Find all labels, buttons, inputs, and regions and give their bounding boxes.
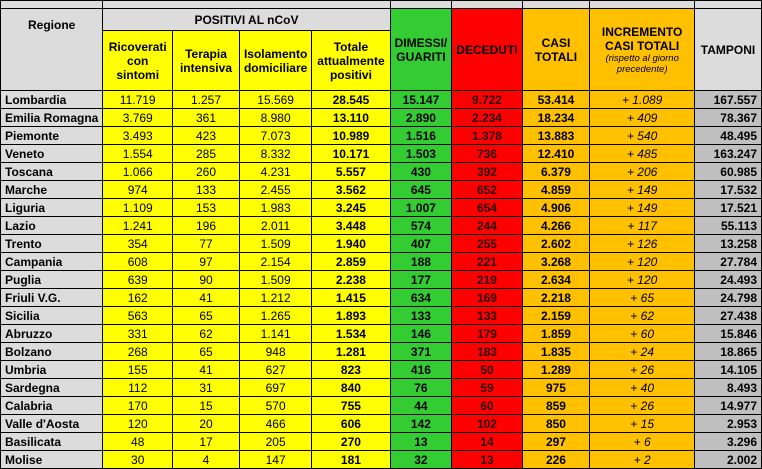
cell-deceduti: 60 <box>452 397 522 415</box>
table-row <box>1 433 762 451</box>
cell-deceduti: 221 <box>452 253 522 271</box>
table-row <box>1 163 762 181</box>
cell-incremento: + 149 <box>590 199 695 217</box>
cell-deceduti: 9.722 <box>452 91 522 109</box>
header-dimessi: DIMESSI/ GUARITI <box>390 9 452 91</box>
cell-totale-positivi: 10.989 <box>312 127 390 145</box>
table-row <box>1 415 762 433</box>
cell-deceduti: 244 <box>452 217 522 235</box>
cell-totale-positivi: 1.281 <box>312 343 390 361</box>
cell-isolamento: 2.455 <box>239 181 311 199</box>
cell-dimessi: 2.890 <box>390 109 452 127</box>
cell-terapia: 153 <box>173 199 240 217</box>
cell-dimessi: 634 <box>390 289 452 307</box>
cell-incremento: + 24 <box>590 343 695 361</box>
cell-incremento: + 120 <box>590 271 695 289</box>
cell-incremento: + 62 <box>590 307 695 325</box>
cell-deceduti: 392 <box>452 163 522 181</box>
cell-tamponi: 167.557 <box>695 91 762 109</box>
cell-casi-totali: 3.268 <box>522 253 590 271</box>
cell-terapia: 62 <box>173 325 240 343</box>
cell-incremento: + 409 <box>590 109 695 127</box>
cell-tamponi: 2.002 <box>695 451 762 469</box>
cell-tamponi: 8.493 <box>695 379 762 397</box>
header-isolamento: Isolamento domiciliare <box>239 31 311 91</box>
cell-incremento: + 540 <box>590 127 695 145</box>
cell-totale-positivi: 755 <box>312 397 390 415</box>
cell-casi-totali: 859 <box>522 397 590 415</box>
top-strip-cell <box>452 1 522 9</box>
cell-totale-positivi: 1.415 <box>312 289 390 307</box>
table-row <box>1 253 762 271</box>
cell-casi-totali: 975 <box>522 379 590 397</box>
cell-totale-positivi: 823 <box>312 361 390 379</box>
table-row <box>1 361 762 379</box>
cell-isolamento: 147 <box>239 451 311 469</box>
cell-terapia: 196 <box>173 217 240 235</box>
table-body <box>1 91 762 469</box>
cell-tamponi: 13.258 <box>695 235 762 253</box>
cell-terapia: 97 <box>173 253 240 271</box>
table-row <box>1 397 762 415</box>
cell-isolamento: 1.509 <box>239 235 311 253</box>
cell-totale-positivi: 2.859 <box>312 253 390 271</box>
table-row <box>1 199 762 217</box>
cell-totale-positivi: 840 <box>312 379 390 397</box>
cell-totale-positivi: 270 <box>312 433 390 451</box>
cell-dimessi: 645 <box>390 181 452 199</box>
cell-terapia: 31 <box>173 379 240 397</box>
cell-ricoverati: 354 <box>103 235 173 253</box>
cell-incremento: + 2 <box>590 451 695 469</box>
cell-isolamento: 4.231 <box>239 163 311 181</box>
table-row <box>1 307 762 325</box>
cell-regione: Emilia Romagna <box>1 109 103 127</box>
top-strip-cell <box>590 1 695 9</box>
table-row <box>1 181 762 199</box>
cell-incremento: + 60 <box>590 325 695 343</box>
cell-isolamento: 570 <box>239 397 311 415</box>
cell-regione: Lombardia <box>1 91 103 109</box>
cell-casi-totali: 1.289 <box>522 361 590 379</box>
cell-casi-totali: 297 <box>522 433 590 451</box>
cell-ricoverati: 563 <box>103 307 173 325</box>
header-ricoverati: Ricoverati con sintomi <box>103 31 173 91</box>
cell-totale-positivi: 3.562 <box>312 181 390 199</box>
cell-deceduti: 255 <box>452 235 522 253</box>
cell-incremento: + 65 <box>590 289 695 307</box>
cell-isolamento: 1.509 <box>239 271 311 289</box>
table-row <box>1 127 762 145</box>
cell-isolamento: 8.980 <box>239 109 311 127</box>
cell-totale-positivi: 10.171 <box>312 145 390 163</box>
cell-isolamento: 1.265 <box>239 307 311 325</box>
cell-ricoverati: 170 <box>103 397 173 415</box>
cell-deceduti: 652 <box>452 181 522 199</box>
table-row <box>1 325 762 343</box>
cell-casi-totali: 2.634 <box>522 271 590 289</box>
cell-casi-totali: 850 <box>522 415 590 433</box>
cell-casi-totali: 13.883 <box>522 127 590 145</box>
cell-regione: Piemonte <box>1 127 103 145</box>
cell-ricoverati: 162 <box>103 289 173 307</box>
cell-ricoverati: 11.719 <box>103 91 173 109</box>
cell-totale-positivi: 1.893 <box>312 307 390 325</box>
top-strip-cell <box>1 1 103 9</box>
cell-casi-totali: 53.414 <box>522 91 590 109</box>
cell-terapia: 285 <box>173 145 240 163</box>
cell-incremento: + 117 <box>590 217 695 235</box>
cell-tamponi: 24.798 <box>695 289 762 307</box>
cell-terapia: 1.257 <box>173 91 240 109</box>
cell-totale-positivi: 1.534 <box>312 325 390 343</box>
cell-totale-positivi: 5.557 <box>312 163 390 181</box>
cell-deceduti: 14 <box>452 433 522 451</box>
cell-tamponi: 78.367 <box>695 109 762 127</box>
cell-regione: Sardegna <box>1 379 103 397</box>
cell-deceduti: 183 <box>452 343 522 361</box>
cell-incremento: + 40 <box>590 379 695 397</box>
header-tamponi: TAMPONI <box>695 9 762 91</box>
cell-ricoverati: 3.769 <box>103 109 173 127</box>
cell-dimessi: 188 <box>390 253 452 271</box>
cell-regione: Sicilia <box>1 307 103 325</box>
cell-regione: Friuli V.G. <box>1 289 103 307</box>
cell-regione: Campania <box>1 253 103 271</box>
header-incremento-note: (rispetto al giorno precedente) <box>605 52 679 75</box>
cell-terapia: 423 <box>173 127 240 145</box>
cell-terapia: 20 <box>173 415 240 433</box>
cell-ricoverati: 974 <box>103 181 173 199</box>
cell-tamponi: 15.846 <box>695 325 762 343</box>
cell-regione: Umbria <box>1 361 103 379</box>
header-casi-totali: CASI TOTALI <box>522 9 590 91</box>
cell-totale-positivi: 1.940 <box>312 235 390 253</box>
top-strip-cell <box>103 1 390 9</box>
cell-terapia: 15 <box>173 397 240 415</box>
cell-dimessi: 15.147 <box>390 91 452 109</box>
header-positivi-group: POSITIVI AL nCoV <box>103 9 390 31</box>
header-terapia: Terapia intensiva <box>173 31 240 91</box>
cell-terapia: 90 <box>173 271 240 289</box>
cell-incremento: + 1.089 <box>590 91 695 109</box>
cell-dimessi: 574 <box>390 217 452 235</box>
cell-ricoverati: 1.109 <box>103 199 173 217</box>
cell-terapia: 77 <box>173 235 240 253</box>
cell-isolamento: 697 <box>239 379 311 397</box>
cell-incremento: + 6 <box>590 433 695 451</box>
cell-dimessi: 32 <box>390 451 452 469</box>
cell-deceduti: 50 <box>452 361 522 379</box>
cell-incremento: + 126 <box>590 235 695 253</box>
cell-ricoverati: 120 <box>103 415 173 433</box>
cell-terapia: 41 <box>173 289 240 307</box>
cell-totale-positivi: 3.245 <box>312 199 390 217</box>
cell-regione: Bolzano <box>1 343 103 361</box>
cell-ricoverati: 30 <box>103 451 173 469</box>
cell-deceduti: 133 <box>452 307 522 325</box>
table-row <box>1 109 762 127</box>
cell-regione: Calabria <box>1 397 103 415</box>
cell-isolamento: 2.154 <box>239 253 311 271</box>
cell-terapia: 41 <box>173 361 240 379</box>
cell-regione: Molise <box>1 451 103 469</box>
cell-tamponi: 3.296 <box>695 433 762 451</box>
table-row <box>1 145 762 163</box>
table-row <box>1 91 762 109</box>
cell-deceduti: 59 <box>452 379 522 397</box>
cell-incremento: + 485 <box>590 145 695 163</box>
header-incremento-label: INCREMENTO CASI TOTALI <box>601 24 683 53</box>
cell-casi-totali: 6.379 <box>522 163 590 181</box>
cell-tamponi: 24.493 <box>695 271 762 289</box>
cell-regione: Puglia <box>1 271 103 289</box>
cell-terapia: 4 <box>173 451 240 469</box>
cell-casi-totali: 2.159 <box>522 307 590 325</box>
cell-totale-positivi: 13.110 <box>312 109 390 127</box>
cell-tamponi: 14.977 <box>695 397 762 415</box>
cell-deceduti: 654 <box>452 199 522 217</box>
cell-regione: Liguria <box>1 199 103 217</box>
cell-incremento: + 26 <box>590 361 695 379</box>
cell-deceduti: 736 <box>452 145 522 163</box>
cell-deceduti: 219 <box>452 271 522 289</box>
cell-dimessi: 430 <box>390 163 452 181</box>
cell-tamponi: 55.113 <box>695 217 762 235</box>
cell-deceduti: 102 <box>452 415 522 433</box>
cell-dimessi: 133 <box>390 307 452 325</box>
cell-regione: Basilicata <box>1 433 103 451</box>
cell-regione: Toscana <box>1 163 103 181</box>
cell-dimessi: 1.503 <box>390 145 452 163</box>
cell-totale-positivi: 606 <box>312 415 390 433</box>
header-regione: Regione <box>1 9 103 91</box>
cell-isolamento: 1.983 <box>239 199 311 217</box>
cell-ricoverati: 608 <box>103 253 173 271</box>
cell-ricoverati: 1.554 <box>103 145 173 163</box>
cell-tamponi: 27.784 <box>695 253 762 271</box>
cell-deceduti: 2.234 <box>452 109 522 127</box>
cell-casi-totali: 1.835 <box>522 343 590 361</box>
cell-tamponi: 17.532 <box>695 181 762 199</box>
cell-isolamento: 8.332 <box>239 145 311 163</box>
cell-ricoverati: 639 <box>103 271 173 289</box>
cell-incremento: + 206 <box>590 163 695 181</box>
cell-ricoverati: 48 <box>103 433 173 451</box>
cell-casi-totali: 1.859 <box>522 325 590 343</box>
cell-isolamento: 1.141 <box>239 325 311 343</box>
cell-isolamento: 1.212 <box>239 289 311 307</box>
cell-casi-totali: 2.602 <box>522 235 590 253</box>
cell-ricoverati: 155 <box>103 361 173 379</box>
cell-terapia: 361 <box>173 109 240 127</box>
cell-dimessi: 142 <box>390 415 452 433</box>
cell-isolamento: 948 <box>239 343 311 361</box>
cell-dimessi: 177 <box>390 271 452 289</box>
cell-regione: Valle d'Aosta <box>1 415 103 433</box>
cell-totale-positivi: 3.448 <box>312 217 390 235</box>
cell-tamponi: 60.985 <box>695 163 762 181</box>
cell-regione: Abruzzo <box>1 325 103 343</box>
cell-totale-positivi: 181 <box>312 451 390 469</box>
table-row <box>1 289 762 307</box>
top-strip-cell <box>522 1 590 9</box>
cell-tamponi: 17.521 <box>695 199 762 217</box>
cell-regione: Veneto <box>1 145 103 163</box>
cell-regione: Marche <box>1 181 103 199</box>
table-row <box>1 217 762 235</box>
cell-casi-totali: 4.859 <box>522 181 590 199</box>
cell-incremento: + 120 <box>590 253 695 271</box>
header-row-1 <box>1 9 762 31</box>
cell-terapia: 65 <box>173 307 240 325</box>
cell-ricoverati: 1.066 <box>103 163 173 181</box>
cell-terapia: 133 <box>173 181 240 199</box>
cell-isolamento: 7.073 <box>239 127 311 145</box>
top-strip-cell <box>390 1 452 9</box>
cell-dimessi: 44 <box>390 397 452 415</box>
top-strip-cell <box>695 1 762 9</box>
cell-deceduti: 179 <box>452 325 522 343</box>
cell-casi-totali: 4.266 <box>522 217 590 235</box>
cell-ricoverati: 268 <box>103 343 173 361</box>
top-strip-row <box>1 1 762 9</box>
cell-deceduti: 169 <box>452 289 522 307</box>
cell-dimessi: 76 <box>390 379 452 397</box>
cell-incremento: + 149 <box>590 181 695 199</box>
cell-dimessi: 407 <box>390 235 452 253</box>
cell-totale-positivi: 28.545 <box>312 91 390 109</box>
cell-tamponi: 18.865 <box>695 343 762 361</box>
cell-ricoverati: 1.241 <box>103 217 173 235</box>
cell-ricoverati: 331 <box>103 325 173 343</box>
cell-casi-totali: 226 <box>522 451 590 469</box>
cell-dimessi: 1.516 <box>390 127 452 145</box>
cell-dimessi: 1.007 <box>390 199 452 217</box>
cell-casi-totali: 4.906 <box>522 199 590 217</box>
cell-totale-positivi: 2.238 <box>312 271 390 289</box>
table-row <box>1 379 762 397</box>
cell-terapia: 17 <box>173 433 240 451</box>
cell-casi-totali: 2.218 <box>522 289 590 307</box>
table-row <box>1 343 762 361</box>
table-row <box>1 451 762 469</box>
table-row <box>1 271 762 289</box>
cell-ricoverati: 112 <box>103 379 173 397</box>
cell-dimessi: 371 <box>390 343 452 361</box>
cell-deceduti: 13 <box>452 451 522 469</box>
cell-tamponi: 48.495 <box>695 127 762 145</box>
cell-deceduti: 1.378 <box>452 127 522 145</box>
cell-regione: Lazio <box>1 217 103 235</box>
cell-terapia: 260 <box>173 163 240 181</box>
header-totale-positivi: Totale attualmente positivi <box>312 31 390 91</box>
table-row <box>1 235 762 253</box>
cell-isolamento: 466 <box>239 415 311 433</box>
cell-tamponi: 2.953 <box>695 415 762 433</box>
cell-ricoverati: 3.493 <box>103 127 173 145</box>
cell-casi-totali: 12.410 <box>522 145 590 163</box>
cell-tamponi: 27.438 <box>695 307 762 325</box>
cell-isolamento: 205 <box>239 433 311 451</box>
cell-terapia: 65 <box>173 343 240 361</box>
cell-isolamento: 15.569 <box>239 91 311 109</box>
cell-isolamento: 2.011 <box>239 217 311 235</box>
cell-casi-totali: 18.234 <box>522 109 590 127</box>
cell-dimessi: 146 <box>390 325 452 343</box>
cell-incremento: + 26 <box>590 397 695 415</box>
cell-incremento: + 15 <box>590 415 695 433</box>
cell-isolamento: 627 <box>239 361 311 379</box>
cell-dimessi: 416 <box>390 361 452 379</box>
cell-tamponi: 14.105 <box>695 361 762 379</box>
header-deceduti: DECEDUTI <box>452 9 522 91</box>
header-incremento <box>590 9 695 91</box>
cell-regione: Trento <box>1 235 103 253</box>
cell-dimessi: 13 <box>390 433 452 451</box>
cell-tamponi: 163.247 <box>695 145 762 163</box>
